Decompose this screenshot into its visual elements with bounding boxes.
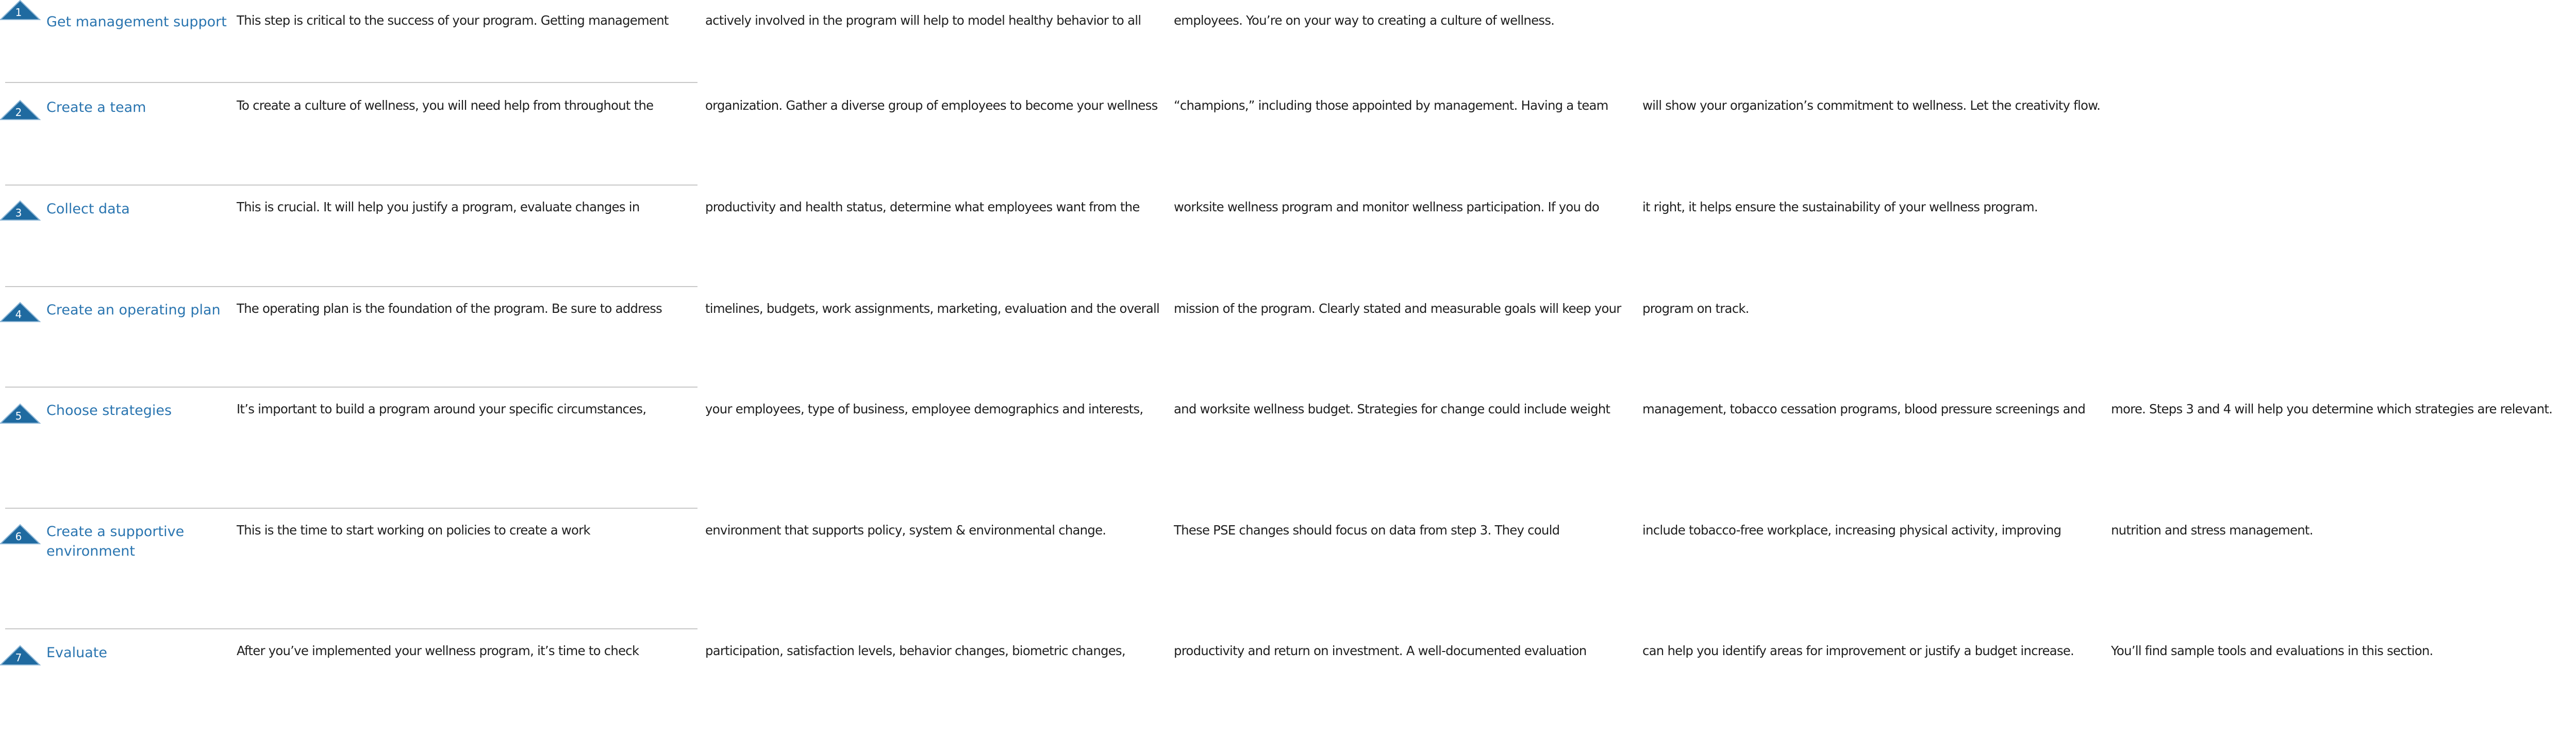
step-title: Get management support — [46, 14, 227, 30]
step-number: 3 — [15, 207, 22, 219]
description-line: nutrition and stress management. — [2111, 523, 2313, 538]
step-divider — [5, 286, 697, 287]
step-number-badge — [0, 524, 41, 545]
description-line: This step is critical to the success of your program. Getting management — [237, 13, 669, 28]
description-line: can help you identify areas for improvement or justify a budget increase. — [1642, 643, 2074, 658]
step-title: Create a team — [46, 99, 146, 115]
step-description — [237, 521, 2313, 540]
step-number: 4 — [15, 308, 22, 321]
step-title: Evaluate — [46, 645, 107, 661]
step-divider — [5, 82, 697, 83]
description-line: The operating plan is the foundation of the program. Be sure to address — [237, 301, 662, 316]
step-description — [237, 641, 2433, 661]
description-line: participation, satisfaction levels, behavior changes, biometric changes, — [705, 643, 1125, 658]
step-number: 7 — [15, 652, 22, 664]
description-line: To create a culture of wellness, you will need help from throughout the — [237, 98, 654, 113]
step-number-badge — [0, 100, 41, 121]
step-number: 1 — [15, 6, 22, 19]
step-description — [237, 197, 2038, 217]
description-line: it right, it helps ensure the sustainability of your wellness program. — [1642, 199, 2038, 214]
step-number-badge — [0, 302, 41, 323]
step-title: Create an operating plan — [46, 302, 221, 318]
step-number-badge — [0, 404, 41, 424]
step-number-badge — [0, 0, 41, 21]
description-line: your employees, type of business, employee demographics and interests, — [705, 402, 1143, 416]
description-line: more. Steps 3 and 4 will help you determine which strategies are relevant. — [2111, 402, 2553, 416]
step-divider — [5, 508, 697, 509]
description-line: timelines, budgets, work assignments, marketing, evaluation and the overall — [705, 301, 1160, 316]
description-line: These PSE changes should focus on data from step 3. They could — [1174, 523, 1560, 538]
description-line: This is crucial. It will help you justify a program, evaluate changes in — [237, 199, 640, 214]
step-title: Collect data — [46, 201, 130, 217]
description-line: employees. You’re on your way to creating a culture of wellness. — [1174, 13, 1555, 28]
description-line: organization. Gather a diverse group of employees to become your wellness — [705, 98, 1158, 113]
description-line: This is the time to start working on policies to create a work — [237, 523, 590, 538]
step-divider — [5, 185, 697, 186]
description-line: will show your organization’s commitment to wellness. Let the creativity flow. — [1642, 98, 2101, 113]
step-description — [237, 299, 1749, 319]
description-line: You’ll find sample tools and evaluations in this section. — [2111, 643, 2433, 658]
step-description — [237, 96, 2101, 115]
step-number: 5 — [15, 410, 22, 422]
description-line: actively involved in the program will help to model healthy behavior to all — [705, 13, 1141, 28]
description-line: environment that supports policy, system & environmental change. — [705, 523, 1106, 538]
step-description — [237, 11, 1555, 30]
step-title: Create a supportive environment — [46, 524, 185, 559]
description-line: mission of the program. Clearly stated and measurable goals will keep your — [1174, 301, 1621, 316]
description-line: and worksite wellness budget. Strategies for change could include weight — [1174, 402, 1610, 416]
description-line: productivity and return on investment. A well-documented evaluation — [1174, 643, 1587, 658]
description-line: “champions,” including those appointed by management. Having a team — [1174, 98, 1608, 113]
description-line: After you’ve implemented your wellness program, it’s time to check — [237, 643, 639, 658]
step-description — [237, 399, 2553, 419]
description-line: It’s important to build a program around your specific circumstances, — [237, 402, 646, 416]
step-number-badge — [0, 201, 41, 221]
step-number-badge — [0, 645, 41, 666]
description-line: program on track. — [1642, 301, 1749, 316]
description-line: include tobacco-free workplace, increasing physical activity, improving — [1642, 523, 2062, 538]
description-line: management, tobacco cessation programs, blood pressure screenings and — [1642, 402, 2086, 416]
step-divider — [5, 628, 697, 629]
step-number: 2 — [15, 106, 22, 119]
step-divider — [5, 387, 697, 388]
description-line: productivity and health status, determine what employees want from the — [705, 199, 1140, 214]
step-number: 6 — [15, 530, 22, 543]
description-line: worksite wellness program and monitor wellness participation. If you do — [1174, 199, 1600, 214]
step-title: Choose strategies — [46, 403, 172, 419]
